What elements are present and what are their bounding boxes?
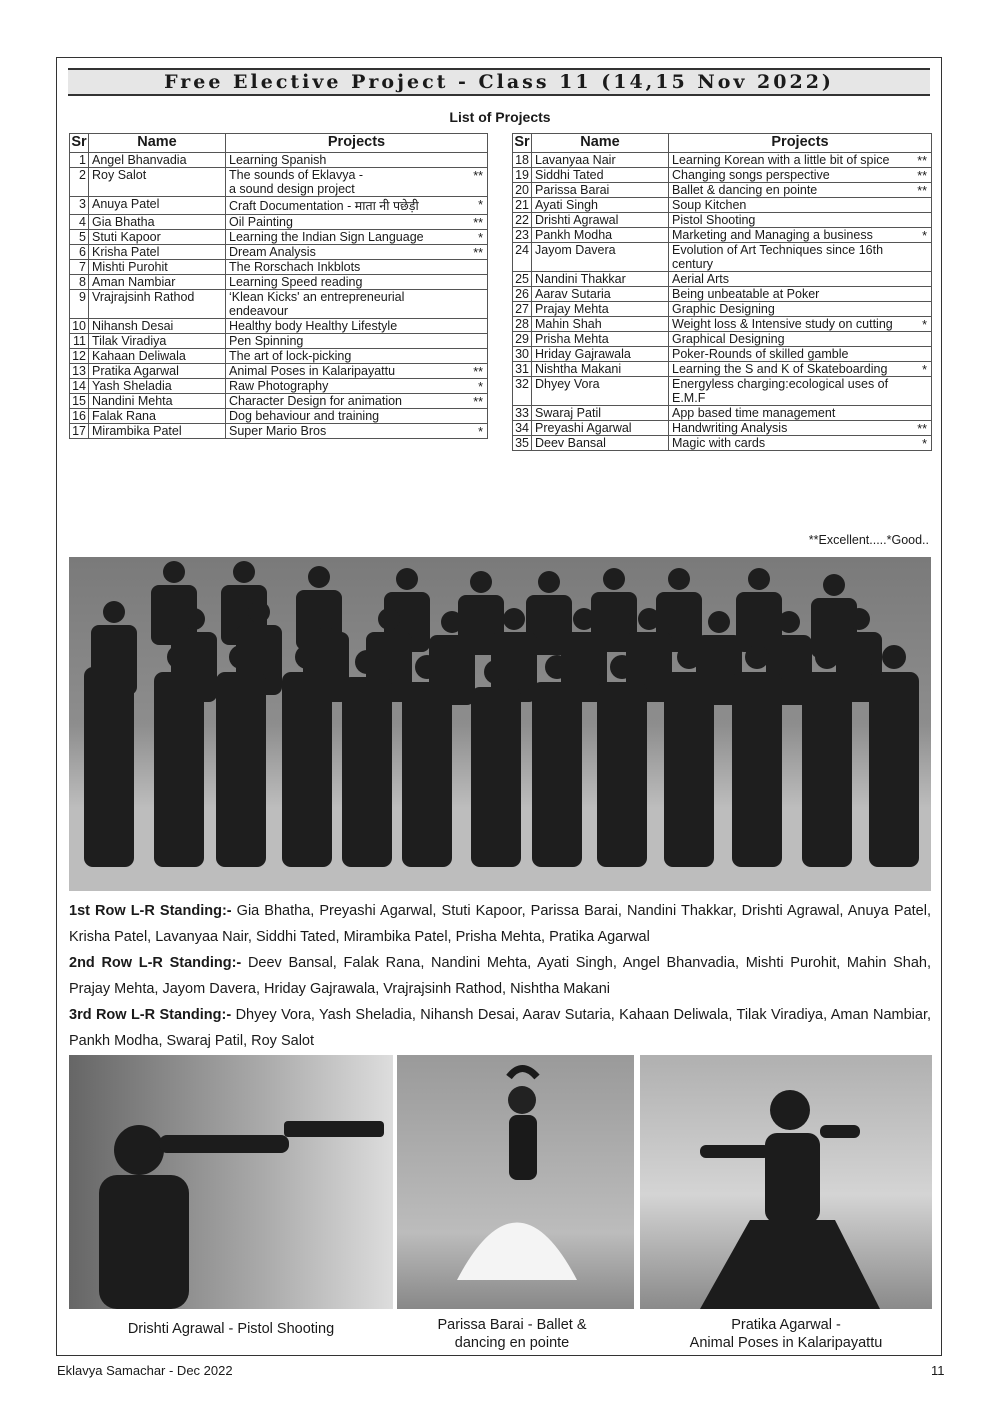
rating-mark: ** [473, 216, 483, 230]
project-cell [669, 436, 932, 451]
sr-cell: 18 [513, 153, 532, 168]
project-title: Weight loss & Intensive study on cutting [672, 317, 893, 331]
table-row [70, 334, 488, 349]
project-cell [669, 317, 932, 332]
project-title: Learning Spanish [229, 153, 327, 167]
pistol-shooter-figure [69, 1055, 393, 1309]
sr-cell: 30 [513, 347, 532, 362]
project-cell [669, 213, 932, 228]
projects-header: Projects [669, 134, 932, 153]
name-cell: Angel Bhanvadia [89, 153, 226, 168]
rating-mark: * [922, 437, 927, 451]
kalaripayattu-caption [640, 1316, 932, 1352]
name-cell: Krisha Patel [89, 245, 226, 260]
ballet-dancer-figure [397, 1055, 634, 1309]
project-title: App based time management [672, 406, 836, 420]
table-row [70, 260, 488, 275]
sr-cell: 24 [513, 243, 532, 272]
rating-mark: * [922, 229, 927, 243]
rating-mark: ** [473, 169, 483, 183]
rating-mark: ** [473, 246, 483, 260]
project-title: Energyless charging:ecological uses of [672, 377, 889, 391]
sr-cell: 29 [513, 332, 532, 347]
table-row [513, 287, 932, 302]
project-title: ‘Klean Kicks' an entrepreneurial [229, 290, 405, 304]
sr-cell: 14 [70, 379, 89, 394]
project-title: Poker-Rounds of skilled gamble [672, 347, 849, 361]
group-photo-figures [69, 557, 931, 891]
project-title: Raw Photography [229, 379, 329, 393]
project-cell [226, 349, 488, 364]
project-title-continued: a sound design project [229, 182, 355, 196]
project-title: Dog behaviour and training [229, 409, 380, 423]
name-cell: Stuti Kapoor [89, 230, 226, 245]
name-cell: Jayom Davera [532, 243, 669, 272]
project-cell [226, 409, 488, 424]
name-cell: Aarav Sutaria [532, 287, 669, 302]
pistol-shooting-photo [69, 1055, 393, 1309]
project-title: Ballet & dancing en pointe [672, 183, 818, 197]
project-cell [669, 153, 932, 168]
table-row [513, 183, 932, 198]
project-cell [226, 334, 488, 349]
name-cell: Yash Sheladia [89, 379, 226, 394]
rating-mark: * [922, 363, 927, 377]
name-cell: Siddhi Tated [532, 168, 669, 183]
project-cell [226, 260, 488, 275]
table-row [70, 379, 488, 394]
sr-cell: 27 [513, 302, 532, 317]
rating-mark: ** [917, 154, 927, 168]
project-cell [226, 290, 488, 319]
project-cell [669, 362, 932, 377]
sr-cell: 23 [513, 228, 532, 243]
project-cell [226, 379, 488, 394]
row3-names: Dhyey Vora, Yash Sheladia, Nihansh Desai, Aarav Sutaria, Kahaan Deliwala, Tilak Viradiya, Aman Nambiar, Pankh Modha, Swaraj Patil, Roy Salot [69, 1007, 931, 1049]
table-row [513, 377, 932, 406]
name-cell: Mirambika Patel [89, 424, 226, 439]
sr-cell: 6 [70, 245, 89, 260]
project-cell [669, 406, 932, 421]
name-cell: Falak Rana [89, 409, 226, 424]
project-cell [669, 421, 932, 436]
group-photo-caption [69, 898, 931, 1054]
name-cell: Tilak Viradiya [89, 334, 226, 349]
project-cell [669, 377, 932, 406]
ballet-caption [397, 1316, 627, 1352]
table-row [513, 168, 932, 183]
project-title: Pistol Shooting [672, 213, 756, 227]
ballet-photo [397, 1055, 634, 1309]
project-title: Learning the Indian Sign Language [229, 230, 424, 244]
name-cell: Preyashi Agarwal [532, 421, 669, 436]
project-title: Character Design for animation [229, 394, 402, 408]
rating-mark: * [478, 198, 483, 212]
project-cell [226, 197, 488, 215]
project-title: Being unbeatable at Poker [672, 287, 820, 301]
page-number: 11 [931, 1363, 945, 1378]
sr-cell: 9 [70, 290, 89, 319]
rating-mark: * [478, 425, 483, 439]
project-cell [226, 424, 488, 439]
sr-cell: 34 [513, 421, 532, 436]
project-title: Soup Kitchen [672, 198, 747, 212]
project-cell [226, 394, 488, 409]
project-cell [226, 230, 488, 245]
table-row [513, 317, 932, 332]
table-row [70, 394, 488, 409]
sr-cell: 8 [70, 275, 89, 290]
sr-cell: 21 [513, 198, 532, 213]
project-title: Animal Poses in Kalaripayattu [229, 364, 396, 378]
sr-cell: 28 [513, 317, 532, 332]
row1-names: Gia Bhatha, Preyashi Agarwal, Stuti Kapoor, Parissa Barai, Nandini Thakkar, Drishti Agrawal, Anuya Patel, Krisha Patel, Lavanyaa Nair, Siddhi Tated, Mirambika Patel, Prisha Mehta, Pratika Agarwal [69, 903, 931, 945]
project-title: The Rorschach Inkblots [229, 260, 361, 274]
row2-label: 2nd Row L-R Standing:- [69, 955, 242, 971]
sr-cell: 7 [70, 260, 89, 275]
name-cell: Dhyey Vora [532, 377, 669, 406]
sr-cell: 33 [513, 406, 532, 421]
sr-cell: 3 [70, 197, 89, 215]
table-row [513, 272, 932, 287]
project-title: Evolution of Art Techniques since 16th [672, 243, 884, 257]
project-cell [669, 272, 932, 287]
projects-header: Projects [226, 134, 488, 153]
rating-mark: * [478, 231, 483, 245]
sr-cell: 10 [70, 319, 89, 334]
kalaripayattu-photo [640, 1055, 932, 1309]
name-cell: Mahin Shah [532, 317, 669, 332]
project-title: Learning Korean with a little bit of spice [672, 153, 890, 167]
kalaripayattu-figure [640, 1055, 932, 1309]
sr-header: Sr [513, 134, 532, 153]
sr-cell: 31 [513, 362, 532, 377]
row3-caption [69, 1002, 931, 1054]
table-row [513, 362, 932, 377]
project-title: Pen Spinning [229, 334, 304, 348]
project-title: Changing songs perspective [672, 168, 830, 182]
sr-cell: 2 [70, 168, 89, 197]
project-cell [669, 302, 932, 317]
sr-cell: 26 [513, 287, 532, 302]
table-row [513, 243, 932, 272]
sr-cell: 19 [513, 168, 532, 183]
table-row [70, 424, 488, 439]
name-cell: Pratika Agarwal [89, 364, 226, 379]
table-row [513, 347, 932, 362]
name-cell: Swaraj Patil [532, 406, 669, 421]
row2-caption [69, 950, 931, 1002]
name-header: Name [89, 134, 226, 153]
table-row [513, 406, 932, 421]
sr-cell: 11 [70, 334, 89, 349]
row1-label: 1st Row L-R Standing:- [69, 903, 232, 919]
rating-mark: ** [473, 365, 483, 379]
kalaripayattu-caption-line1: Pratika Agarwal - [731, 1317, 841, 1333]
name-cell: Gia Bhatha [89, 215, 226, 230]
sr-cell: 17 [70, 424, 89, 439]
sr-cell: 4 [70, 215, 89, 230]
page-title: Free Elective Project - Class 11 (14,15 Nov 2022) [68, 68, 930, 96]
rating-mark: * [478, 380, 483, 394]
name-cell: Roy Salot [89, 168, 226, 197]
name-cell: Nishtha Makani [532, 362, 669, 377]
pistol-caption: Drishti Agrawal - Pistol Shooting [127, 1321, 335, 1337]
table-row [513, 213, 932, 228]
project-title: The sounds of Eklavya - [229, 168, 364, 182]
project-title: Craft Documentation - माता नी पछेड़ी [229, 199, 419, 213]
project-cell [669, 243, 932, 272]
sr-cell: 22 [513, 213, 532, 228]
project-cell [226, 168, 488, 197]
sr-cell: 35 [513, 436, 532, 451]
table-row [70, 197, 488, 215]
row3-label: 3rd Row L-R Standing:- [69, 1007, 232, 1023]
project-title-continued: E.M.F [672, 391, 706, 405]
sr-header: Sr [70, 134, 89, 153]
sr-cell: 13 [70, 364, 89, 379]
project-title-continued: endeavour [229, 304, 289, 318]
project-cell [226, 153, 488, 168]
table-row [513, 436, 932, 451]
table-row [70, 275, 488, 290]
project-title: Magic with cards [672, 436, 766, 450]
project-title: The art of lock-picking [229, 349, 352, 363]
row1-caption [69, 898, 931, 950]
project-cell [669, 228, 932, 243]
name-cell: Deev Bansal [532, 436, 669, 451]
name-cell: Drishti Agrawal [532, 213, 669, 228]
project-title: Aerial Arts [672, 272, 729, 286]
name-header: Name [532, 134, 669, 153]
project-cell [226, 275, 488, 290]
projects-table-right [512, 133, 932, 451]
table-row [70, 153, 488, 168]
name-cell: Prajay Mehta [532, 302, 669, 317]
project-title: Graphic Designing [672, 302, 775, 316]
name-cell: Nandini Thakkar [532, 272, 669, 287]
list-subtitle: List of Projects [449, 109, 551, 125]
rating-mark: ** [473, 395, 483, 409]
table-row [513, 302, 932, 317]
project-cell [669, 198, 932, 213]
name-cell: Anuya Patel [89, 197, 226, 215]
sr-cell: 20 [513, 183, 532, 198]
name-cell: Lavanyaa Nair [532, 153, 669, 168]
ballet-caption-line1: Parissa Barai - Ballet & [437, 1317, 587, 1333]
project-cell [669, 183, 932, 198]
table-row [513, 228, 932, 243]
ballet-caption-line2: dancing en pointe [454, 1335, 570, 1351]
project-cell [226, 364, 488, 379]
name-cell: Hriday Gajrawala [532, 347, 669, 362]
project-title: Super Mario Bros [229, 424, 327, 438]
project-title: Dream Analysis [229, 245, 316, 259]
table-row [70, 349, 488, 364]
sr-cell: 16 [70, 409, 89, 424]
rating-mark: ** [917, 422, 927, 436]
sr-cell: 5 [70, 230, 89, 245]
table-row [70, 409, 488, 424]
table-row [513, 421, 932, 436]
project-title: Healthy body Healthy Lifestyle [229, 319, 398, 333]
project-title: Handwriting Analysis [672, 421, 788, 435]
rating-legend: **Excellent.....*Good.. [808, 533, 929, 547]
project-title: Learning Speed reading [229, 275, 363, 289]
name-cell: Nandini Mehta [89, 394, 226, 409]
kalaripayattu-caption-line2: Animal Poses in Kalaripayattu [689, 1335, 883, 1351]
table-row [70, 319, 488, 334]
name-cell: Mishti Purohit [89, 260, 226, 275]
table-row [70, 245, 488, 260]
name-cell: Vrajrajsinh Rathod [89, 290, 226, 319]
project-title: Learning the S and K of Skateboarding [672, 362, 888, 376]
table-row [513, 332, 932, 347]
sr-cell: 25 [513, 272, 532, 287]
project-cell [669, 287, 932, 302]
sr-cell: 1 [70, 153, 89, 168]
group-photo [69, 557, 931, 891]
name-cell: Kahaan Deliwala [89, 349, 226, 364]
table-row [513, 153, 932, 168]
name-cell: Prisha Mehta [532, 332, 669, 347]
name-cell: Pankh Modha [532, 228, 669, 243]
table-row [70, 290, 488, 319]
project-cell [669, 332, 932, 347]
table-row [70, 215, 488, 230]
sr-cell: 12 [70, 349, 89, 364]
sr-cell: 32 [513, 377, 532, 406]
rating-mark: ** [917, 184, 927, 198]
sr-cell: 15 [70, 394, 89, 409]
table-row [70, 230, 488, 245]
project-cell [226, 245, 488, 260]
table-row [513, 198, 932, 213]
name-cell: Ayati Singh [532, 198, 669, 213]
rating-mark: * [922, 318, 927, 332]
row2-names: Deev Bansal, Falak Rana, Nandini Mehta, Ayati Singh, Angel Bhanvadia, Mishti Purohit, Mahin Shah, Prajay Mehta, Jayom Davera, Hriday Gajrawala, Vrajrajsinh Rathod, Nishtha Makani [69, 955, 931, 997]
name-cell: Nihansh Desai [89, 319, 226, 334]
project-title-continued: century [672, 257, 713, 271]
project-title: Marketing and Managing a business [672, 228, 873, 242]
projects-table-left [69, 133, 488, 439]
name-cell: Aman Nambiar [89, 275, 226, 290]
rating-mark: ** [917, 169, 927, 183]
project-title: Graphical Designing [672, 332, 785, 346]
project-title: Oil Painting [229, 215, 293, 229]
table-row [70, 168, 488, 197]
project-cell [669, 168, 932, 183]
name-cell: Parissa Barai [532, 183, 669, 198]
project-cell [669, 347, 932, 362]
project-cell [226, 215, 488, 230]
publication-name: Eklavya Samachar - Dec 2022 [57, 1363, 233, 1378]
table-row [70, 364, 488, 379]
project-cell [226, 319, 488, 334]
